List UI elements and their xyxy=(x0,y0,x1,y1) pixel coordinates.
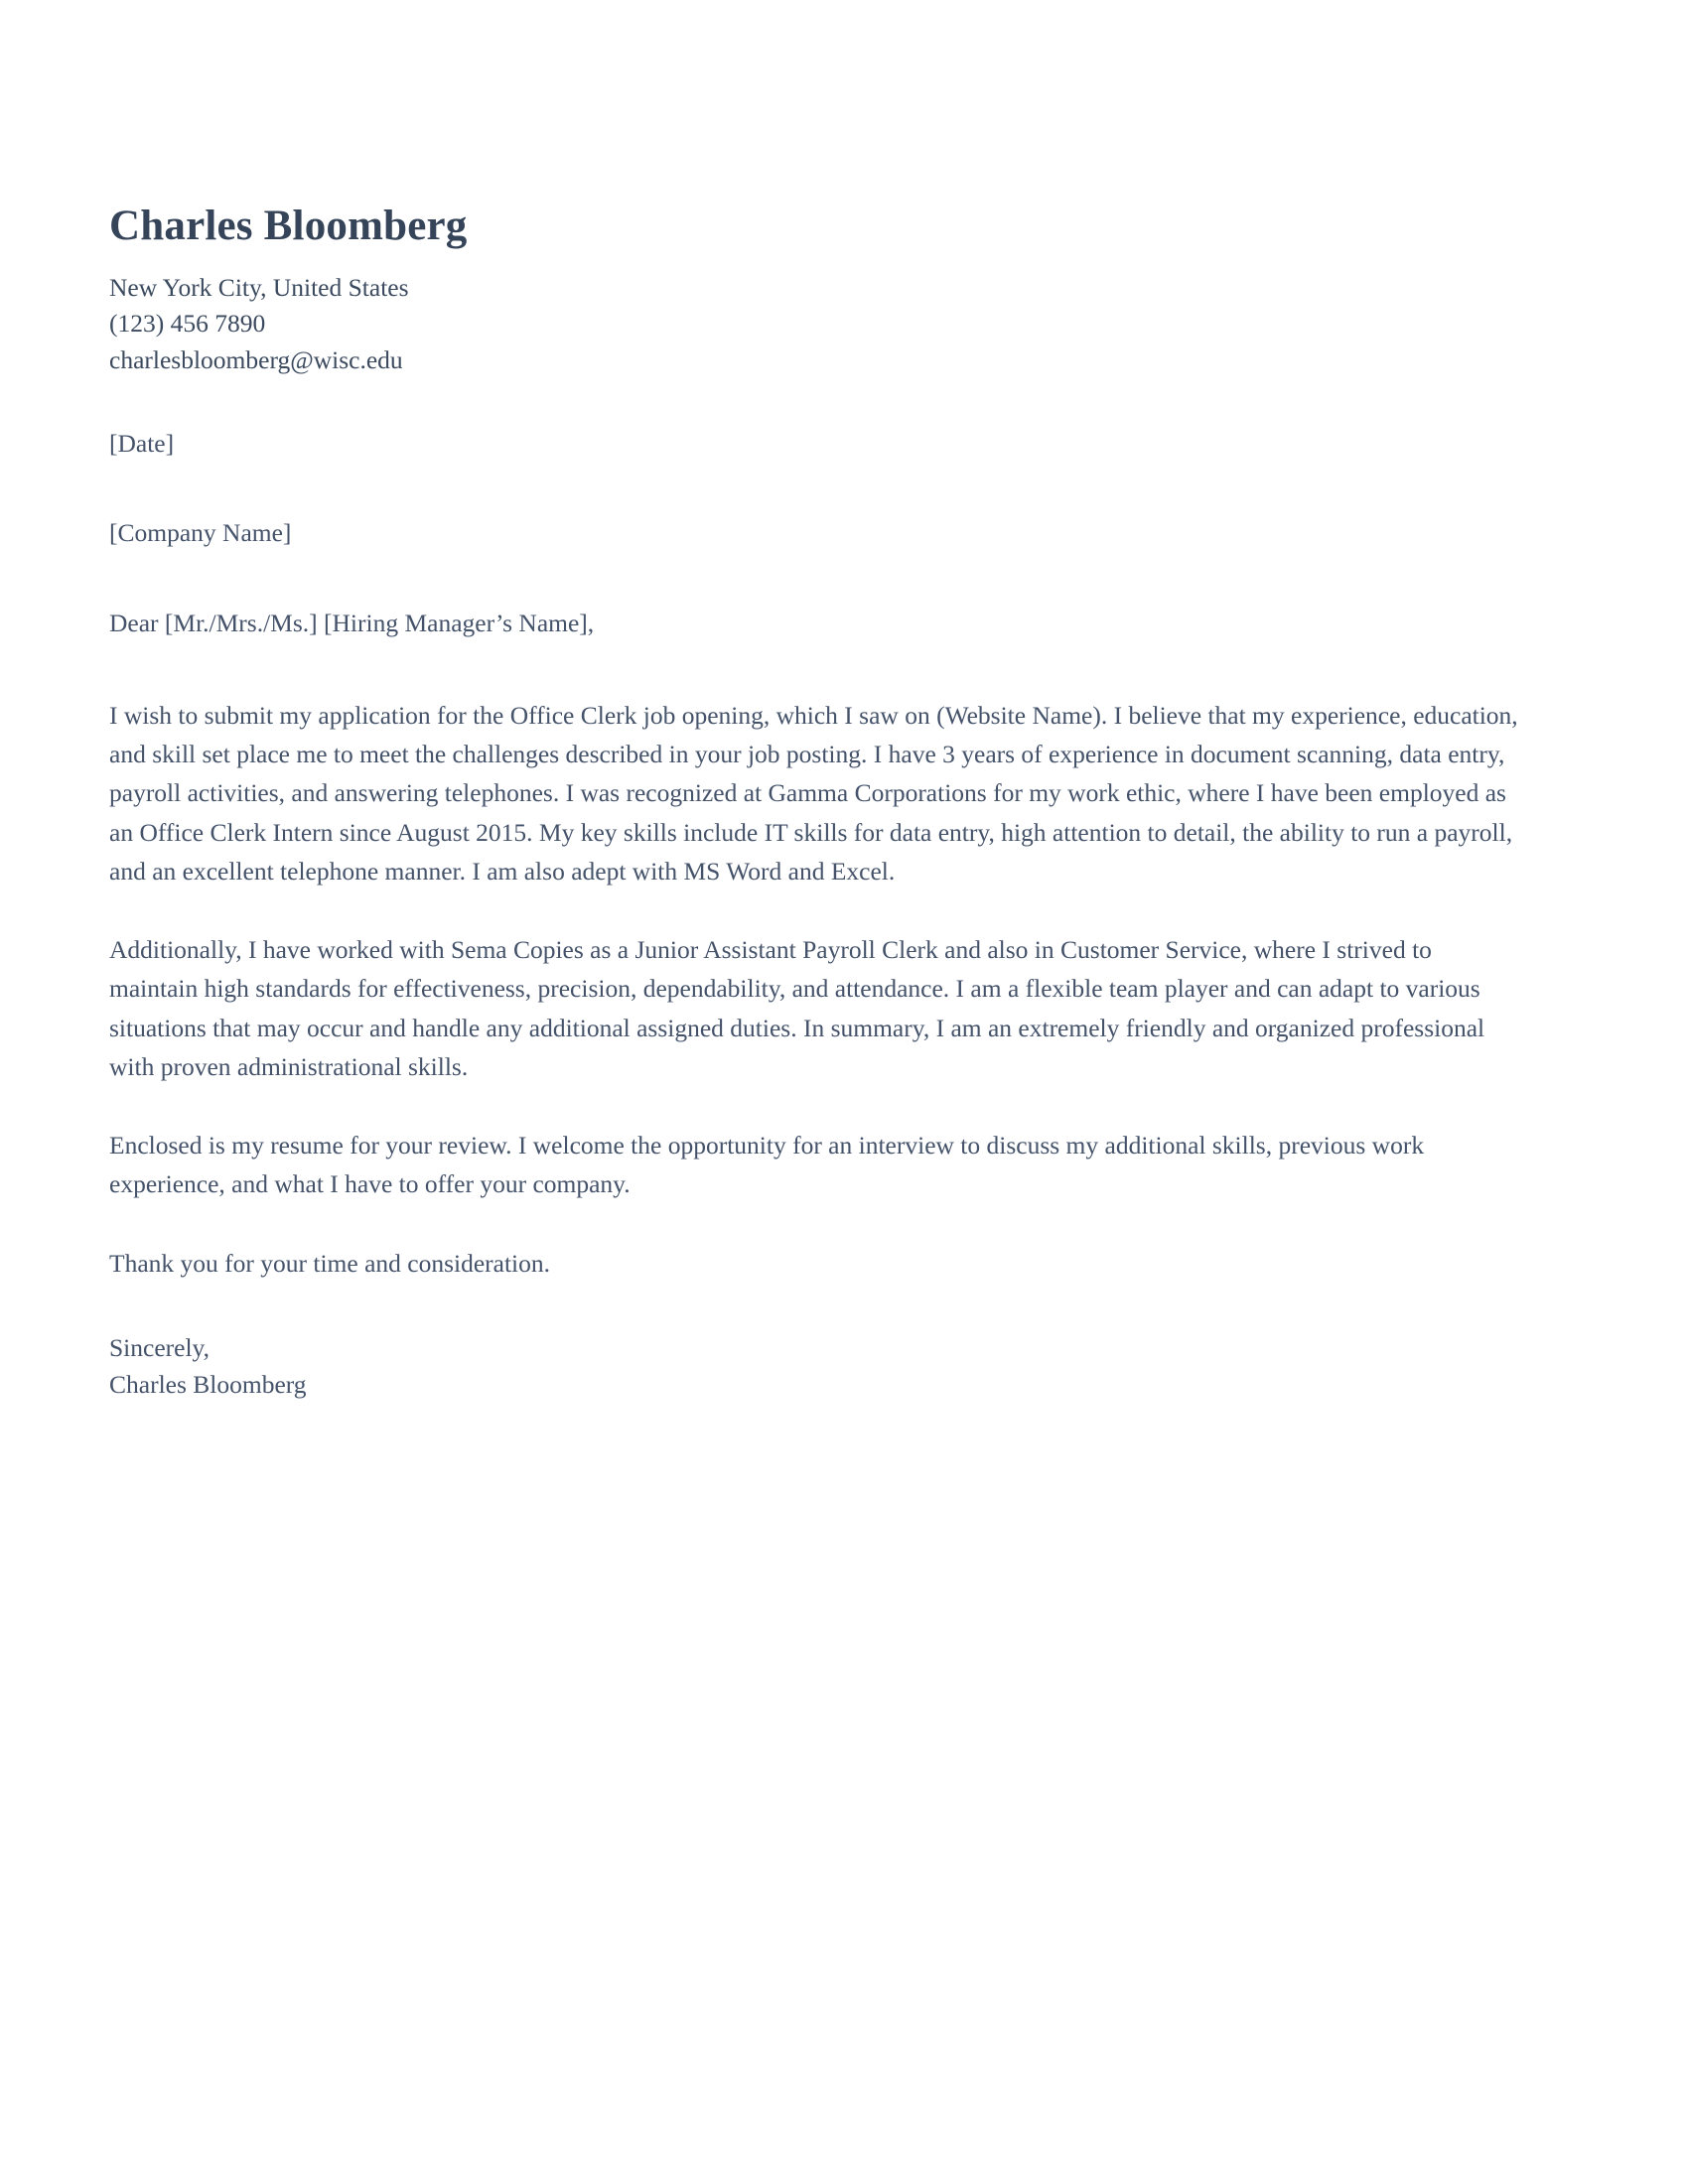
body-paragraph-3: Enclosed is my resume for your review. I welcome the opportunity for an interview to discuss my additional skills, previous work experience, and what I have to offer your company. xyxy=(109,1131,1425,1199)
applicant-name-heading: Charles Bloomberg xyxy=(109,203,468,249)
closing-signoff: Sincerely, xyxy=(109,1333,211,1362)
closing-thanks-line: Thank you for your time and consideration. xyxy=(109,1248,551,1278)
body-paragraph-1: I wish to submit my application for the Office Clerk job opening, which I saw on (Website Name). I believe that my experience, education, and skill set place me to meet the challenges described in your job posting. I have 3 years of experience in document scanning, data entry, payroll activities, and answering telephones. I was recognized at Gamma Corporations for my work ethic, where I have been employed as an Office Clerk Intern since August 2015. My key skills include IT skills for data entry, high attention to detail, the ability to run a payroll, and an excellent telephone manner. I am also adept with MS Word and Excel. xyxy=(109,700,1518,886)
letter-salutation: Dear [Mr./Mrs./Ms.] [Hiring Manager’s Name], xyxy=(109,609,595,638)
contact-location: New York City, United States xyxy=(109,273,409,303)
closing-signature-name: Charles Bloomberg xyxy=(109,1369,307,1399)
contact-phone: (123) 456 7890 xyxy=(109,309,266,339)
letter-date: [Date] xyxy=(109,428,175,458)
cover-letter xyxy=(109,204,1549,1404)
contact-block xyxy=(109,270,1549,378)
contact-email: charlesbloomberg@wisc.edu xyxy=(109,344,403,374)
letter-company-name: [Company Name] xyxy=(109,518,292,548)
body-paragraph-2: Additionally, I have worked with Sema Copies as a Junior Assistant Payroll Clerk and also in Customer Service, where I strived to maintain high standards for effectiveness, precision, dependability, and attendance. I am a flexible team player and can adapt to various situations that may occur and handle any additional assigned duties. In summary, I am an extremely friendly and organized professional with proven administrational skills. xyxy=(109,935,1485,1081)
